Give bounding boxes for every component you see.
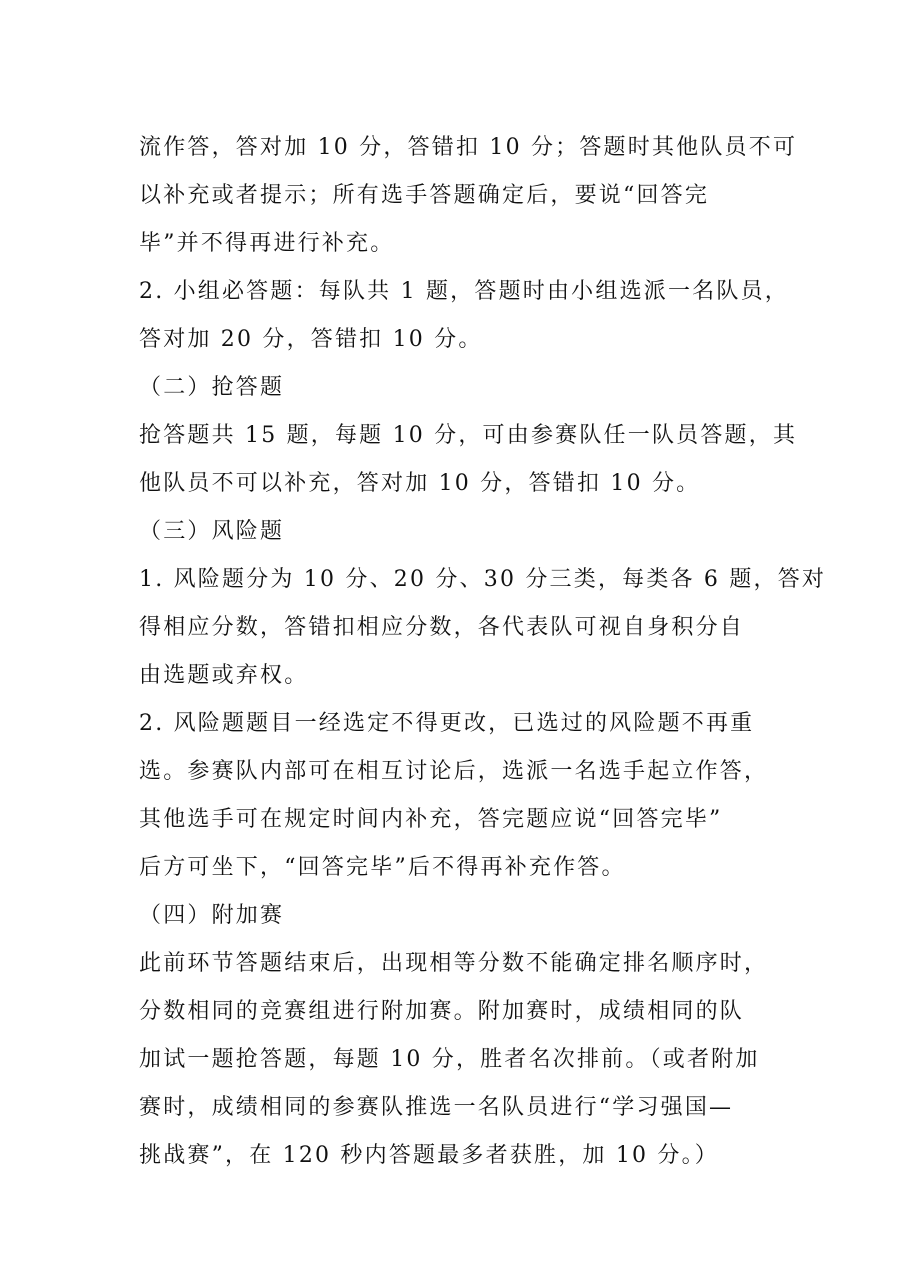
- paragraph-line: 2. 风险题题目一经选定不得更改，已选过的风险题不再重: [139, 711, 755, 736]
- paragraph-line: 由选题或弃权。: [139, 663, 309, 688]
- paragraph-line: 得相应分数，答错扣相应分数，各代表队可视自身积分自: [139, 615, 745, 640]
- paragraph-line: 其他选手可在规定时间内补充，答完题应说“回答完毕”: [139, 807, 723, 832]
- paragraph-line: 毕”并不得再进行补充。: [139, 231, 395, 256]
- document-body: [139, 124, 827, 1180]
- paragraph-line: 选。参赛队内部可在相互讨论后，选派一名选手起立作答，: [139, 759, 769, 784]
- section-heading: （三）风险题: [139, 519, 285, 544]
- paragraph-line: 赛时，成绩相同的参赛队推选一名队员进行“学习强国—: [139, 1095, 734, 1120]
- paragraph-line: 后方可坐下，“回答完毕”后不得再补充作答。: [139, 855, 626, 880]
- paragraph-line: 1. 风险题分为 10 分、20 分、30 分三类，每类各 6 题，答对: [139, 567, 827, 592]
- paragraph-line: 分数相同的竞赛组进行附加赛。附加赛时，成绩相同的队: [139, 999, 745, 1024]
- paragraph-line: 答对加 20 分，答错扣 10 分。: [139, 327, 483, 352]
- paragraph-line: 加试一题抢答题，每题 10 分，胜者名次排前。（或者附加: [139, 1047, 760, 1072]
- paragraph-line: 2. 小组必答题：每队共 1 题，答题时由小组选派一名队员，: [139, 279, 789, 304]
- paragraph-line: 流作答，答对加 10 分，答错扣 10 分；答题时其他队员不可: [139, 135, 798, 160]
- paragraph-line: 挑战赛”，在 120 秒内答题最多者获胜，加 10 分。）: [139, 1143, 720, 1168]
- paragraph-line: 抢答题共 15 题，每题 10 分，可由参赛队任一队员答题，其: [139, 423, 798, 448]
- section-heading: （二）抢答题: [139, 375, 285, 400]
- section-heading: （四）附加赛: [139, 903, 285, 928]
- paragraph-line: 他队员不可以补充，答对加 10 分，答错扣 10 分。: [139, 471, 701, 496]
- paragraph-line: 以补充或者提示；所有选手答题确定后，要说“回答完: [139, 183, 710, 208]
- paragraph-line: 此前环节答题结束后，出现相等分数不能确定排名顺序时，: [139, 951, 769, 976]
